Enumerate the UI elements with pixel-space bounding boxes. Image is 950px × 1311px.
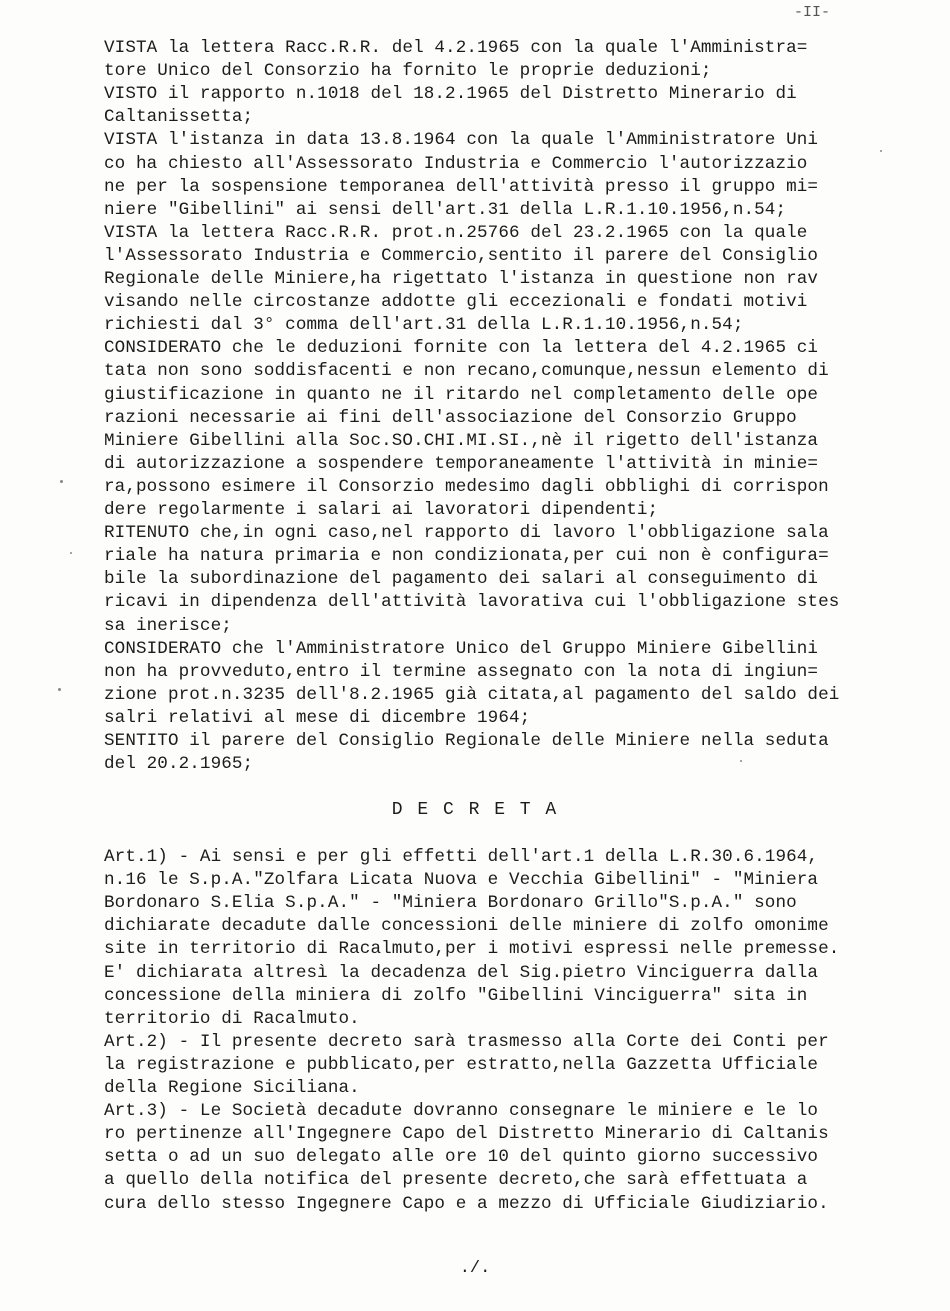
scan-speck [60, 480, 63, 483]
text-line: Caltanissetta; [104, 107, 254, 128]
text-line: Regionale delle Miniere,ha rigettato l'istanza in questione non rav [104, 269, 819, 289]
text-line: visando nelle circostanze addotte gli eccezionali e fondati motivi [104, 292, 808, 313]
scan-speck [58, 688, 61, 691]
text-line: cura dello stesso Ingegnere Capo e a mezzo di Ufficiale Giudiziario. [104, 1193, 829, 1214]
text-line: ra,possono esimere il Consorzio medesimo dagli obblighi di corrispon [104, 476, 829, 497]
text-line: Art.2) - Il presente decreto sarà trasmesso alla Corte dei Conti per [104, 1031, 829, 1052]
text-line: VISTO il rapporto n.1018 del 18.2.1965 del Distretto Minerario di [104, 84, 797, 105]
text-line: ro pertinenze all'Ingegnere Capo del Distretto Minerario di Caltanis [104, 1124, 829, 1145]
text-line: sa inerisce; [104, 615, 232, 636]
text-line: di autorizzazione a sospendere temporaneamente l'attività in minie= [104, 453, 819, 474]
text-line: riale ha natura primaria e non condizionata,per cui non è configura= [104, 546, 829, 567]
text-line: della Regione Siciliana. [104, 1078, 360, 1098]
text-line: dere regolarmente i salari ai lavoratori dipendenti; [104, 500, 659, 520]
text-line: territorio di Racalmuto. [104, 1008, 360, 1029]
text-line: del 20.2.1965; [104, 754, 254, 775]
text-line: bile la subordinazione del pagamento dei salari al conseguimento di [104, 569, 819, 590]
text-line: niere "Gibellini" ai sensi dell'art.31 della L.R.1.10.1956,n.54; [104, 199, 787, 220]
text-line: SENTITO il parere del Consiglio Regionale delle Miniere nella seduta [104, 731, 829, 751]
text-line: razioni necessarie ai fini dell'associazione del Consorzio Gruppo [104, 407, 797, 428]
text-line: CONSIDERATO che l'Amministratore Unico del Gruppo Miniere Gibellini [104, 638, 819, 659]
scan-speck [70, 552, 72, 554]
text-line: la registrazione e pubblicato,per estratto,nella Gazzetta Ufficiale [104, 1054, 819, 1075]
text-line: ne per la sospensione temporanea dell'attività presso il gruppo mi= [104, 176, 819, 197]
text-line: non ha provveduto,entro il termine assegnato con la nota di ingiun= [104, 661, 819, 682]
scan-speck [880, 150, 882, 152]
text-line: VISTA l'istanza in data 13.8.1964 con la quale l'Amministratore Uni [104, 130, 819, 151]
text-line: setta o ad un suo delegato alle ore 10 del quinto giorno successivo [104, 1147, 819, 1168]
text-line: Miniere Gibellini alla Soc.SO.CHI.MI.SI.,nè il rigetto dell'istanza [104, 430, 819, 451]
text-line: CONSIDERATO che le deduzioni fornite con la lettera del 4.2.1965 ci [104, 338, 819, 359]
text-line: ricavi in dipendenza dell'attività lavorativa cui l'obbligazione stes [104, 592, 840, 613]
text-line: richiesti dal 3° comma dell'art.31 della L.R.1.10.1956,n.54; [104, 315, 744, 336]
text-line: RITENUTO che,in ogni caso,nel rapporto di lavoro l'obbligazione sala [104, 523, 829, 544]
text-line: zione prot.n.3235 dell'8.2.1965 già citata,al pagamento del saldo dei [104, 684, 840, 705]
text-line: VISTA la lettera Racc.R.R. prot.n.25766 del 23.2.1965 con la quale [104, 222, 808, 243]
decree-title: D E C R E T A [391, 800, 559, 820]
text-line: VISTA la lettera Racc.R.R. del 4.2.1965 con la quale l'Amministra= [104, 38, 808, 58]
page-mark: -II- [793, 4, 830, 21]
page-continuation-mark: ./. [459, 1259, 491, 1278]
text-line: giustificazione in quanto ne il ritardo nel completamento delle ope [104, 384, 819, 405]
text-line: tata non sono soddisfacenti e non recano,comunque,nessun elemento di [104, 361, 829, 382]
text-line: dichiarate decadute dalle concessioni delle miniere di zolfo omonime [104, 916, 829, 937]
text-line: l'Assessorato Industria e Commercio,sentito il parere del Consiglio [104, 245, 819, 266]
text-line: tore Unico del Consorzio ha fornito le proprie deduzioni; [104, 61, 712, 82]
text-line: Art.3) - Le Società decadute dovranno consegnare le miniere e le lo [104, 1101, 819, 1122]
text-line: E' dichiarata altresì la decadenza del Sig.pietro Vinciguerra dalla [104, 962, 819, 983]
text-line: co ha chiesto all'Assessorato Industria e Commercio l'autorizzazio [104, 153, 808, 174]
text-line: concessione della miniera di zolfo "Gibellini Vinciguerra" sita in [104, 985, 808, 1006]
scan-speck [740, 760, 742, 762]
text-line: site in territorio di Racalmuto,per i motivi espressi nelle premesse. [104, 939, 840, 960]
text-line: a quello della notifica del presente decreto,che sarà effettuata a [104, 1170, 808, 1191]
text-line: salri relativi al mese di dicembre 1964; [104, 707, 531, 728]
text-line: Bordonaro S.Elia S.p.A." - "Miniera Bordonaro Grillo"S.p.A." sono [104, 893, 797, 914]
text-line: Art.1) - Ai sensi e per gli effetti dell'art.1 della L.R.30.6.1964, [104, 847, 819, 867]
text-line: n.16 le S.p.A."Zolfara Licata Nuova e Vecchia Gibellini" - "Miniera [104, 870, 819, 891]
